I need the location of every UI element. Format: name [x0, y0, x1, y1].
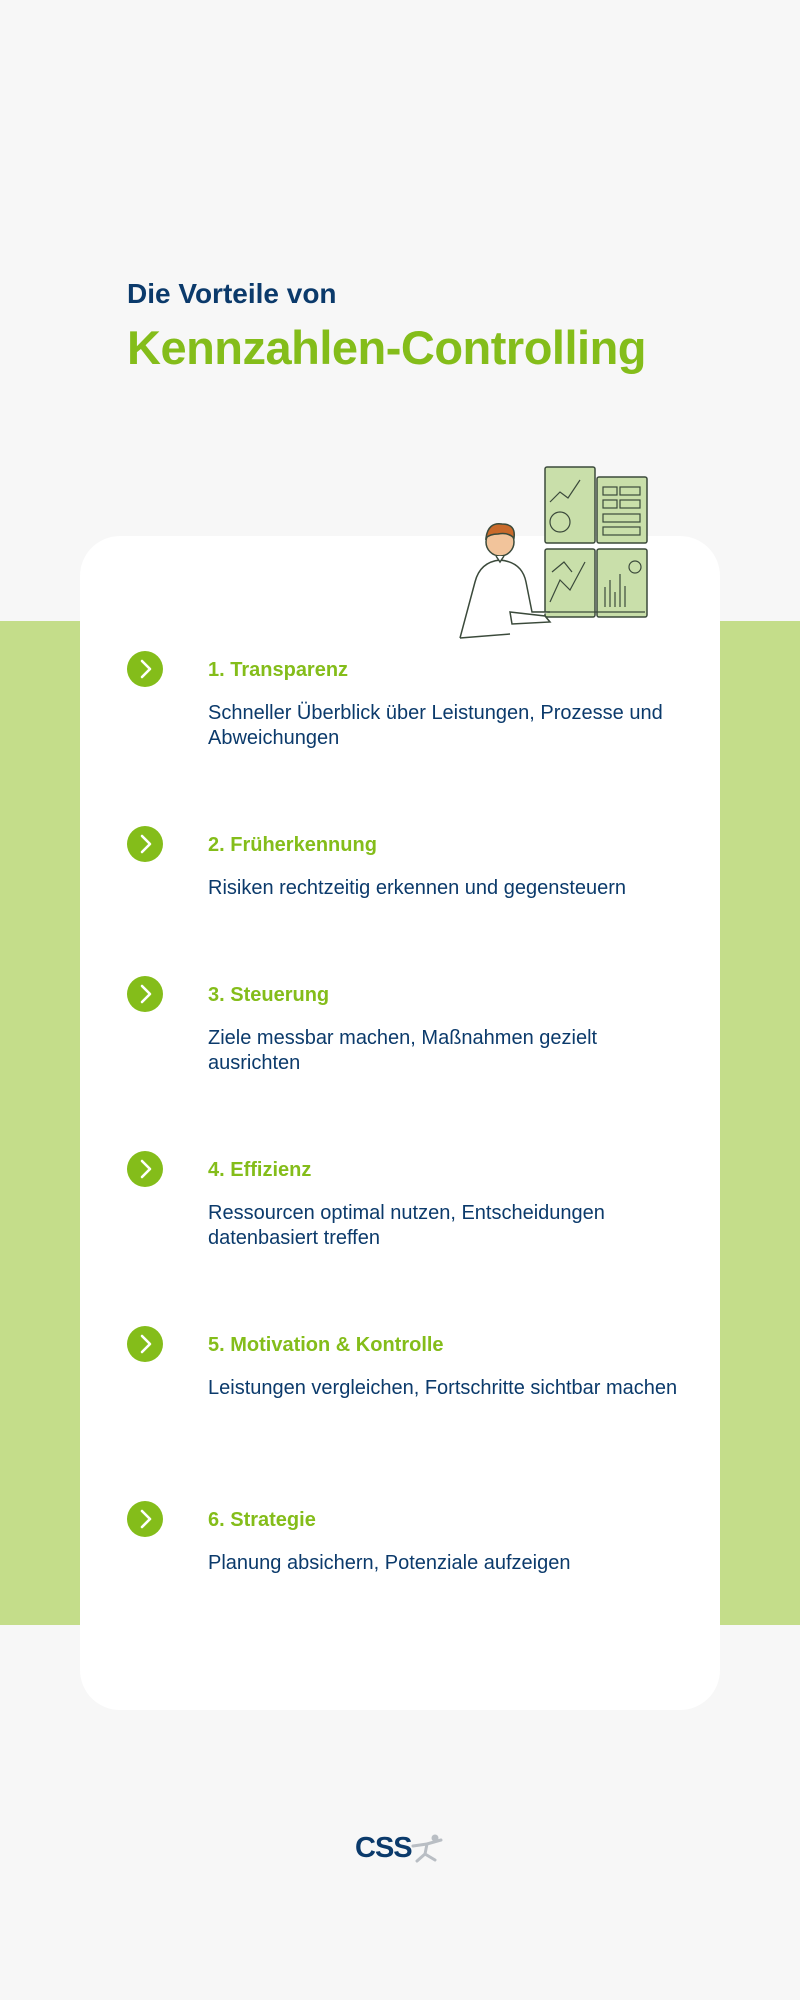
chevron-right-icon: [127, 1326, 163, 1362]
page-title: Kennzahlen-Controlling: [127, 321, 647, 374]
benefit-title: 5. Motivation & Kontrolle: [208, 1334, 444, 1356]
benefit-description: Schneller Überblick über Leistungen, Prozesse und Abweichungen: [208, 702, 663, 749]
chevron-right-icon: [127, 1151, 163, 1187]
benefit-description: Risiken rechtzeitig erkennen und gegensteuern: [208, 877, 627, 899]
benefit-description: Planung absichern, Potenziale aufzeigen: [208, 1552, 571, 1574]
chevron-right-icon: [127, 826, 163, 862]
benefit-title: 4. Effizienz: [208, 1159, 312, 1181]
page-header: [127, 276, 646, 376]
chevron-right-icon: [127, 976, 163, 1012]
page-subtitle: Die Vorteile von: [127, 278, 337, 309]
person-at-dashboard-illustration: [440, 462, 650, 642]
benefit-description: Leistungen vergleichen, Fortschritte sichtbar machen: [208, 1377, 678, 1399]
benefit-description: Ziele messbar machen, Maßnahmen gezielt ausrichten: [208, 1027, 598, 1074]
css-logo: [355, 1830, 447, 1866]
benefit-title: 3. Steuerung: [208, 984, 330, 1006]
chevron-right-icon: [127, 651, 163, 687]
benefit-title: 6. Strategie: [208, 1509, 316, 1531]
chevron-right-icon: [127, 1501, 163, 1537]
benefit-description: Ressourcen optimal nutzen, Entscheidungen datenbasiert treffen: [208, 1202, 605, 1249]
logo-text: CSS: [355, 1832, 412, 1864]
benefit-title: 2. Früherkennung: [208, 834, 377, 856]
benefit-title: 1. Transparenz: [208, 659, 349, 681]
logo-figure-icon: [405, 1832, 447, 1864]
